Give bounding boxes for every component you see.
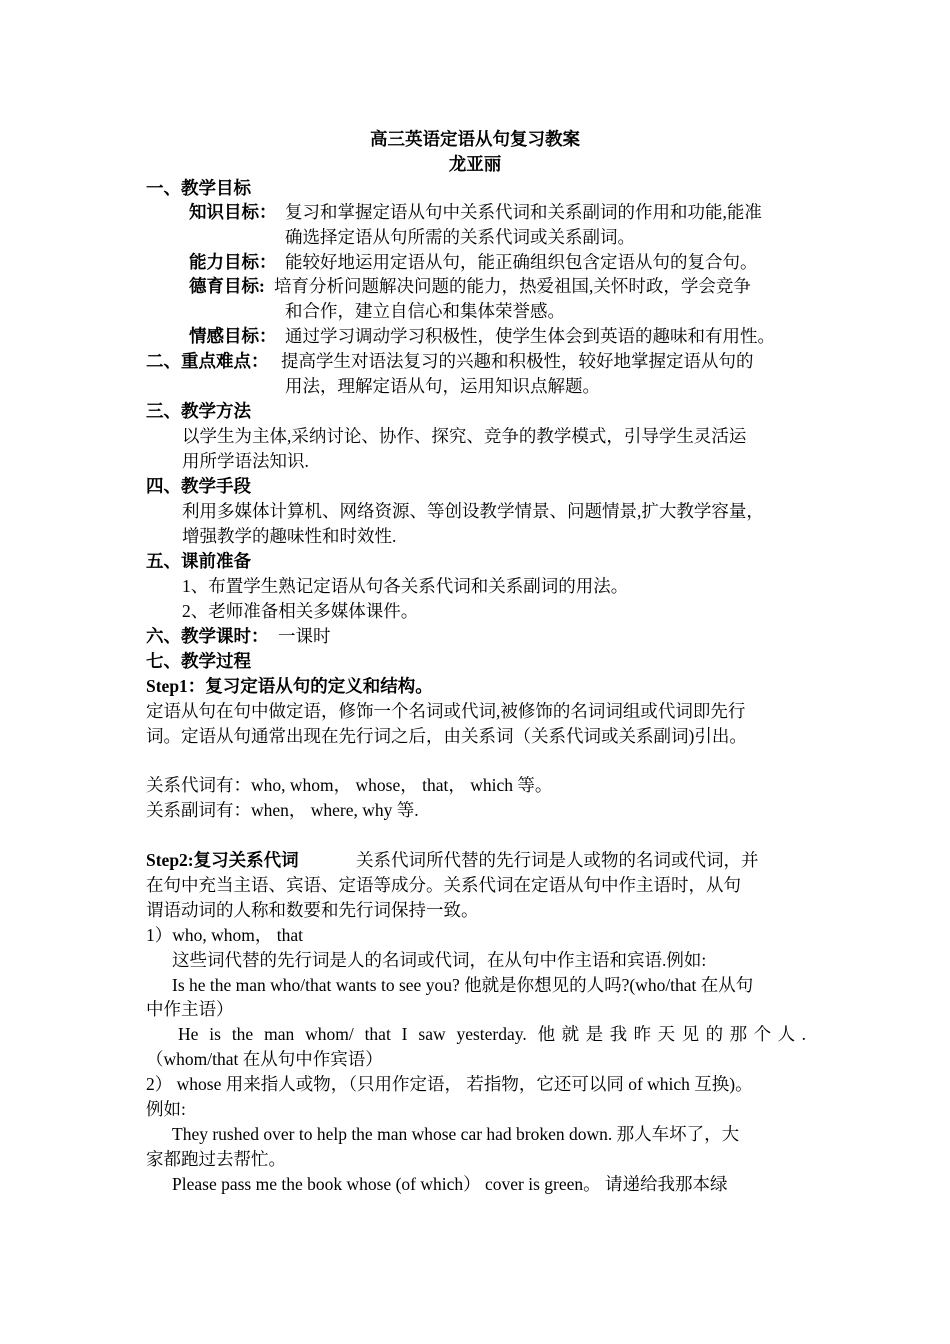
step-1-text-2: 词。定语从句通常出现在先行词之后，由关系词（关系代词或关系副词)引出。 — [146, 726, 747, 746]
example-3-line-1: They rushed over to help the man whose car had broken down. 那人车坏了，大 — [172, 1124, 740, 1144]
prep-item-1: 1、布置学生熟记定语从句各关系代词和关系副词的用法。 — [182, 576, 629, 596]
knowledge-goal-text-2: 确选择定语从句所需的关系代词或关系副词。 — [285, 227, 635, 247]
point-2-line-2: 例如: — [146, 1099, 186, 1119]
section-2-text-1: 提高学生对语法复习的兴趣和积极性，较好地掌握定语从句的 — [281, 351, 754, 371]
step-1-text-1: 定语从句在句中做定语，修饰一个名词或代词,被修饰的名词词组或代词即先行 — [146, 701, 746, 721]
example-3-line-2: 家都跑过去帮忙。 — [146, 1149, 286, 1169]
step-2-heading: Step2:复习关系代词 — [146, 850, 299, 870]
example-2-line-1: He is the man whom/ that I saw yesterday. 他就是我昨天见的那个人. — [178, 1024, 806, 1044]
section-3-text-2: 用所学语法知识. — [182, 451, 309, 471]
prep-item-2: 2、老师准备相关多媒体课件。 — [182, 601, 419, 621]
ability-goal-label: 能力目标： — [189, 252, 277, 272]
ability-goal-text: 能较好地运用定语从句，能正确组织包含定语从句的复合句。 — [285, 252, 758, 272]
point-1-description: 这些词代替的先行词是人的名词或代词，在从句中作主语和宾语.例如: — [172, 950, 707, 970]
example-2-line-2: （whom/that 在从句中作宾语） — [146, 1049, 383, 1069]
step-2-intro-3: 谓语动词的人称和数要和先行词保持一致。 — [146, 900, 479, 920]
document-title: 高三英语定语从句复习教案 — [370, 129, 580, 149]
document-author: 龙亚丽 — [448, 154, 502, 174]
knowledge-goal-text-1: 复习和掌握定语从句中关系代词和关系副词的作用和功能,能准 — [285, 202, 762, 222]
emotion-goal-text: 通过学习调动学习积极性，使学生体会到英语的趣味和有用性。 — [285, 326, 775, 346]
section-4-text-1: 利用多媒体计算机、网络资源、等创设教学情景、问题情景,扩大教学容量， — [182, 501, 764, 521]
section-5-heading: 五、课前准备 — [146, 551, 251, 571]
section-4-heading: 四、教学手段 — [146, 476, 251, 496]
knowledge-goal-label: 知识目标： — [189, 202, 277, 222]
relative-adverbs-line: 关系副词有：when， where, why 等. — [146, 800, 419, 820]
section-2-heading: 二、重点难点： — [146, 351, 269, 371]
example-1-line-2: 中作主语） — [146, 999, 234, 1019]
section-6-text: 一课时 — [278, 626, 331, 646]
section-3-heading: 三、教学方法 — [146, 401, 251, 421]
section-7-heading: 七、教学过程 — [146, 651, 251, 671]
point-2-line-1: 2） whose 用来指人或物，（只用作定语， 若指物，它还可以同 of which 互换)。 — [146, 1074, 753, 1094]
step-2-intro-2: 在句中充当主语、宾语、定语等成分。关系代词在定语从句中作主语时，从句 — [146, 875, 741, 895]
example-1-line-1: Is he the man who/that wants to see you? 他就是你想见的人吗?(who/that 在从句 — [172, 975, 754, 995]
moral-goal-label: 德育目标: — [189, 276, 265, 296]
moral-goal-text-1: 培育分析问题解决问题的能力，热爱祖国,关怀时政，学会竞争 — [274, 276, 751, 296]
section-1-heading: 一、教学目标 — [146, 178, 251, 198]
section-2-text-2: 用法，理解定语从句，运用知识点解题。 — [285, 376, 600, 396]
relative-pronouns-line: 关系代词有：who, whom， whose， that， which 等。 — [146, 775, 553, 795]
example-4-line-1: Please pass me the book whose (of which） cover is green。 请递给我那本绿 — [172, 1174, 728, 1194]
section-4-text-2: 增强教学的趣味性和时效性. — [182, 526, 397, 546]
point-1-heading: 1）who, whom， that — [146, 925, 304, 945]
step-1-heading: Step1：复习定语从句的定义和结构。 — [146, 676, 433, 696]
moral-goal-text-2: 和合作，建立自信心和集体荣誉感。 — [285, 301, 565, 321]
emotion-goal-label: 情感目标： — [189, 326, 277, 346]
section-3-text-1: 以学生为主体,采纳讨论、协作、探究、竞争的教学模式，引导学生灵活运 — [182, 426, 747, 446]
step-2-intro-1: 关系代词所代替的先行词是人或物的名词或代词，并 — [356, 850, 759, 870]
section-6-heading: 六、教学课时： — [146, 626, 269, 646]
